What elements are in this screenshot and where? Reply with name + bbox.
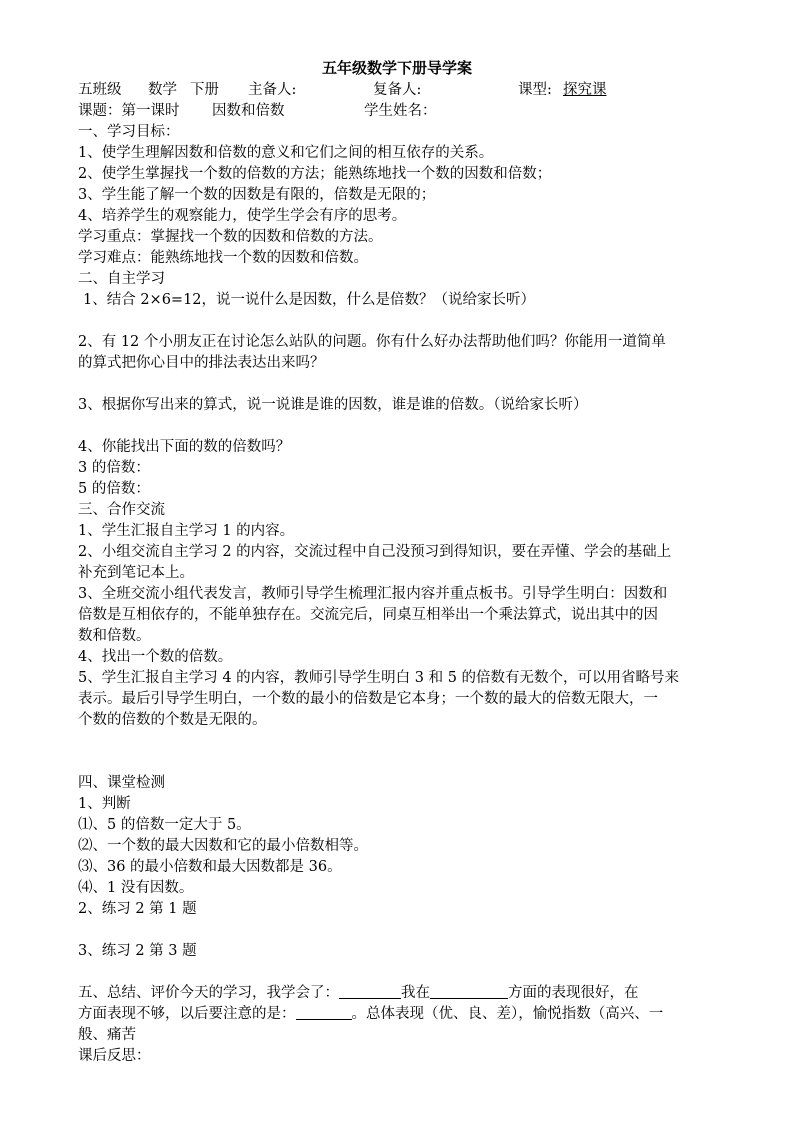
self-study-q1: 1、结合 2×6=12，说一说什么是因数，什么是倍数？（说给家长听） (83, 292, 536, 308)
self-study-q4: 4、你能找出下面的数的倍数吗？ (78, 439, 291, 455)
student-name-label: 学生姓名： (364, 103, 437, 119)
key-point: 学习重点：掌握找一个数的因数和倍数的方法。 (78, 229, 383, 245)
self-study-q2-line1: 2、有 12 个小朋友正在讨论怎么站队的问题。你有什么好办法帮助他们吗？你能用一道简单 (78, 334, 666, 350)
cooperation-line: 1、学生汇报自主学习 1 的内容。 (78, 523, 295, 539)
good-area-blank[interactable] (430, 983, 508, 999)
cooperation-line: 3、全班交流小组代表发言，教师引导学生梳理汇报内容并重点板书。引导学生明白：因数和 (78, 586, 668, 602)
section2-heading: 二、自主学习 (78, 271, 165, 287)
judge-item: ⑵、一个数的最大因数和它的最小倍数相等。 (78, 838, 368, 854)
summary-good-label: 我在 (401, 985, 430, 1001)
objective-item: 3、学生能了解一个数的因数是有限的，倍数是无限的； (78, 187, 436, 203)
multiples-of-5: 5 的倍数： (78, 481, 150, 497)
header-lesson-type-value: 探究课 (563, 82, 607, 98)
topic-label: 课题：第一课时 (78, 103, 180, 119)
topic-name: 因数和倍数 (212, 103, 285, 119)
section1-heading: 一、学习目标： (78, 124, 180, 140)
summary-weak-label: 方面表现不够，以后要注意的是： (78, 1006, 296, 1022)
judge-item: ⑶、36 的最小倍数和最大因数都是 36。 (78, 859, 342, 875)
summary-rating: 。总体表现（优、良、差），愉悦指数（高兴、一 (351, 1006, 664, 1022)
objective-item: 1、使学生理解因数和倍数的意义和它们之间的相互依存的关系。 (78, 145, 494, 161)
objective-item: 4、培养学生的观察能力，使学生学会有序的思考。 (78, 208, 407, 224)
header-volume: 下册 (190, 82, 219, 98)
self-study-q2-line2: 的算式把你心目中的排法表达出来吗？ (78, 355, 325, 371)
cooperation-line: 表示。最后引导学生明白，一个数的最小的倍数是它本身；一个数的最大的倍数无限大，一 (78, 691, 658, 707)
difficulty: 学习难点：能熟练地找一个数的因数和倍数。 (78, 250, 368, 266)
section3-heading: 三、合作交流 (78, 502, 165, 518)
objective-item: 2、使学生掌握找一个数的倍数的方法；能熟练地找一个数的因数和倍数； (78, 166, 552, 182)
summary-line2 (78, 1004, 663, 1024)
cooperation-line: 数和倍数。 (78, 628, 151, 644)
section4-heading: 四、课堂检测 (78, 775, 165, 791)
cooperation-line: 2、小组交流自主学习 2 的内容，交流过程中自己没预习到得知识，要在弄懂、学会的基础上 (78, 544, 672, 560)
header-reviewer: 复备人: (373, 82, 422, 98)
cooperation-line: 5、学生汇报自主学习 4 的内容，教师引导学生明白 3 和 5 的倍数有无数个，可以用省略号来 (78, 670, 680, 686)
judge-item: ⑷、1 没有因数。 (78, 880, 194, 896)
header-preparer: 主备人: (248, 82, 297, 98)
exercise-3: 3、练习 2 第 3 题 (78, 943, 197, 959)
cooperation-line: 个数的倍数的个数是无限的。 (78, 712, 267, 728)
judge-heading: 1、判断 (78, 796, 131, 812)
summary-line3: 般、痛苦 (78, 1027, 136, 1043)
header-subject: 数学 (148, 82, 177, 98)
page-title: 五年级数学下册导学案 (321, 59, 472, 77)
header-class: 五班级 (78, 82, 122, 98)
header-lesson-type-label: 课型: (518, 82, 552, 98)
self-study-q3: 3、根据你写出来的算式，说一说谁是谁的因数，谁是谁的倍数。（说给家长听） (78, 397, 588, 413)
cooperation-line: 4、找出一个数的倍数。 (78, 649, 233, 665)
summary-learned-label: 五、总结、评价今天的学习，我学会了： (78, 985, 339, 1001)
exercise-2: 2、练习 2 第 1 题 (78, 901, 197, 917)
attention-blank[interactable] (296, 1004, 352, 1020)
cooperation-line: 补充到笔记本上。 (78, 565, 194, 581)
judge-item: ⑴、5 的倍数一定大于 5。 (78, 817, 251, 833)
learned-blank[interactable] (339, 983, 401, 999)
summary-line1 (78, 983, 639, 1003)
multiples-of-3: 3 的倍数： (78, 460, 150, 476)
reflection-label: 课后反思： (78, 1048, 151, 1064)
summary-good-suffix: 方面的表现很好，在 (508, 985, 639, 1001)
cooperation-line: 倍数是互相依存的，不能单独存在。交流完后，同桌互相举出一个乘法算式，说出其中的因 (78, 607, 658, 623)
